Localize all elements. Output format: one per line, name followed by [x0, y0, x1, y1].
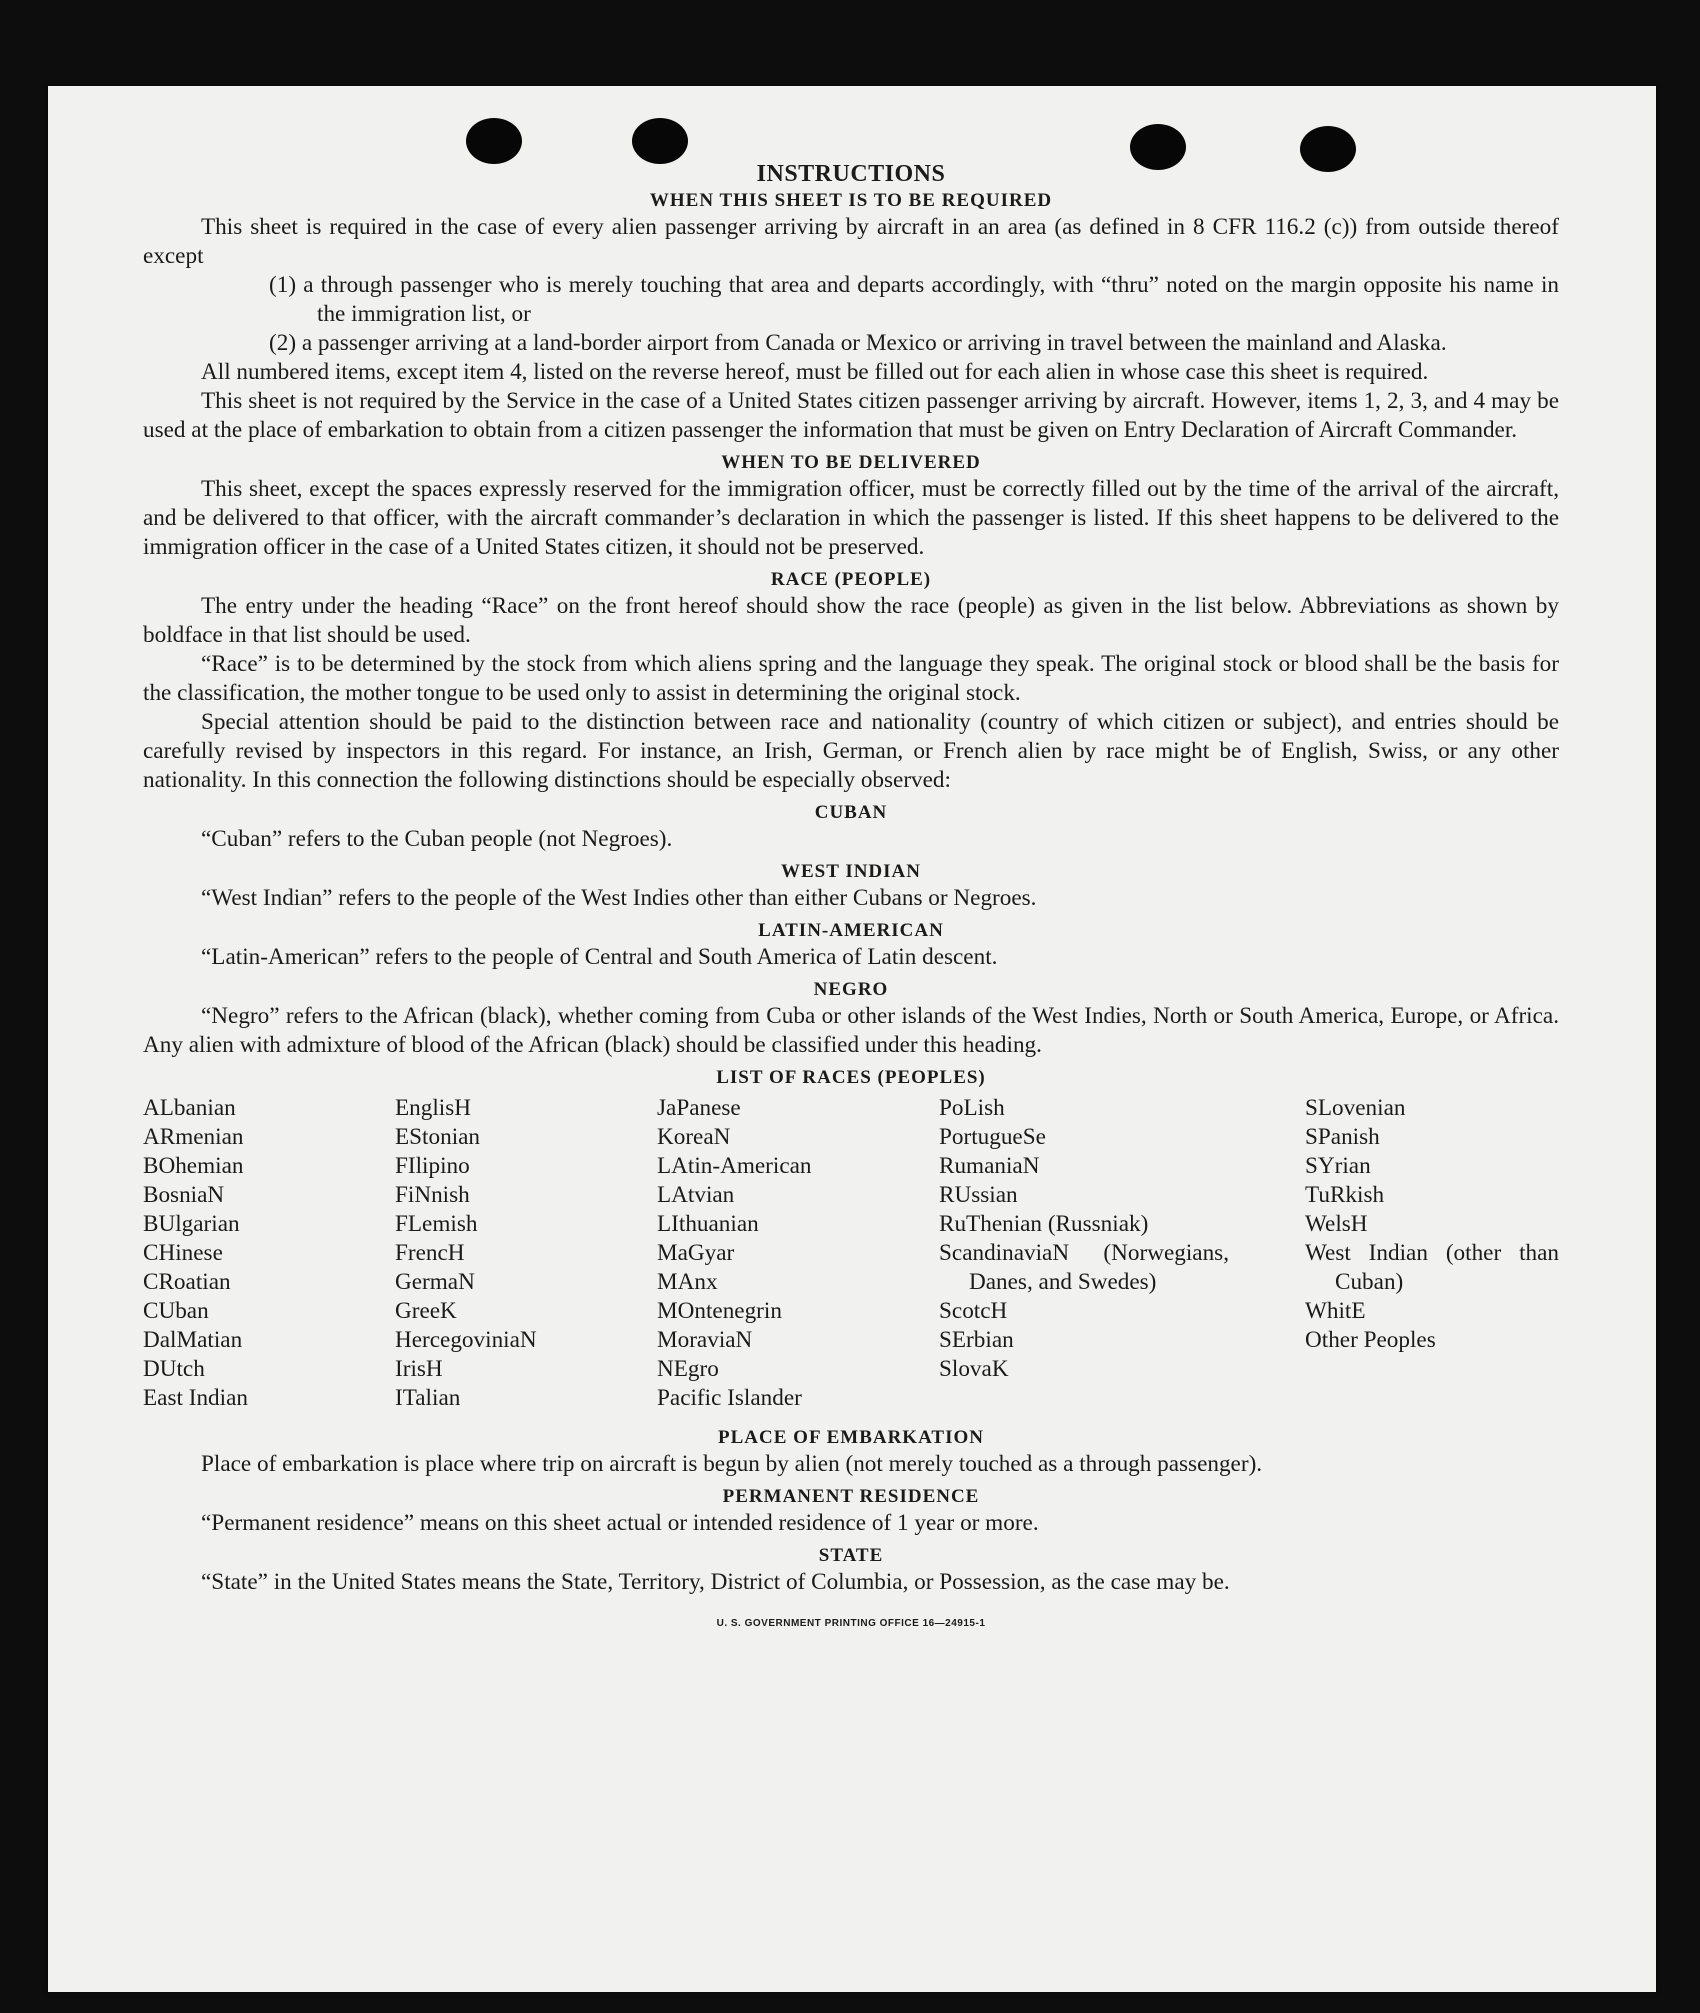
race-item: ITalian: [395, 1385, 461, 1411]
paragraph: Special attention should be paid to the distinction between race and nationality (country of which citizen or subject), and entries should be carefully revised by inspectors in this regard. For instance, an Irish, German, or French alien by race might be of English, Swiss, or any other nationality. In this connection the following distinctions should be especially observed:: [143, 709, 1559, 793]
race-item: SlovaK: [939, 1356, 1009, 1382]
race-item: ScotcH: [939, 1298, 1008, 1324]
race-item: West Indian (other than Cuban): [1305, 1240, 1559, 1295]
race-item: CHinese: [143, 1240, 223, 1266]
paragraph: “Permanent residence” means on this sheet actual or intended residence of 1 year or more.: [201, 1510, 1039, 1536]
race-item: WelsH: [1305, 1211, 1368, 1237]
paragraph: This sheet is not required by the Service in the case of a United States citizen passenger arriving by aircraft. However, items 1, 2, 3, and 4 may be used at the place of embarkation to obtain from a citizen passenger the information that must be given on Entry Declaration of Aircraft Commander.: [143, 388, 1559, 443]
race-item: LAtin-American: [657, 1153, 812, 1179]
race-item: CUban: [143, 1298, 209, 1324]
paragraph: “Race” is to be determined by the stock from which aliens spring and the language they speak. The original stock or blood shall be the basis for the classification, the mother tongue to be used only to assist in determining the original stock.: [143, 651, 1559, 706]
race-item: PoLish: [939, 1095, 1005, 1121]
paragraph: This sheet, except the spaces expressly reserved for the immigration officer, must be correctly filled out by the time of the arrival of the aircraft, and be delivered to that officer, with the aircraft commander’s declaration in which the passenger is listed. If this sheet happens to be delivered to the immigration officer in the case of a United States citizen, it should not be preserved.: [143, 476, 1559, 560]
paragraph: Place of embarkation is place where trip on aircraft is begun by alien (not merely touched as a through passenger).: [201, 1451, 1263, 1477]
section-heading-race: RACE (PEOPLE): [770, 569, 932, 590]
race-item: SLovenian: [1305, 1095, 1406, 1121]
page-title: INSTRUCTIONS: [756, 161, 946, 187]
paragraph: All numbered items, except item 4, listed on the reverse hereof, must be filled out for each alien in whose case this sheet is required.: [201, 359, 1429, 385]
race-item: JaPanese: [657, 1095, 741, 1121]
paragraph: “Latin-American” refers to the people of Central and South America of Latin descent.: [201, 944, 998, 970]
race-item: FIlipino: [395, 1153, 470, 1179]
races-column-3: [657, 1094, 927, 1413]
exception-item-2: (2) a passenger arriving at a land-border airport from Canada or Mexico or arriving in travel between the mainland and Alaska.: [269, 330, 1447, 356]
races-list: [143, 1094, 1559, 1420]
race-item: ARmenian: [143, 1124, 244, 1150]
race-item: CRoatian: [143, 1269, 231, 1295]
section-heading-latin-american: LATIN-AMERICAN: [758, 920, 944, 941]
race-item: DUtch: [143, 1356, 205, 1382]
race-item: SPanish: [1305, 1124, 1380, 1150]
race-item: BosniaN: [143, 1182, 225, 1208]
race-item: RUssian: [939, 1182, 1018, 1208]
section-heading-races-list: LIST OF RACES (PEOPLES): [716, 1067, 986, 1088]
race-item: East Indian: [143, 1385, 248, 1411]
race-item: RumaniaN: [939, 1153, 1040, 1179]
race-item: DalMatian: [143, 1327, 243, 1353]
punch-hole: [632, 118, 688, 164]
race-item: LIthuanian: [657, 1211, 759, 1237]
races-column-4: [939, 1094, 1229, 1384]
race-item: EnglisH: [395, 1095, 472, 1121]
exception-item-1: (1) a through passenger who is merely touching that area and departs accordingly, with “thru” noted on the margin opposite his name in the immigration list, or: [269, 272, 1559, 327]
race-item: ScandinaviaN (Norwegians, Danes, and Swedes): [939, 1240, 1229, 1295]
paragraph: This sheet is required in the case of every alien passenger arriving by aircraft in an area (as defined in 8 CFR 116.2 (c)) from outside thereof except: [143, 214, 1559, 269]
race-item: FrencH: [395, 1240, 465, 1266]
race-item: HercegoviniaN: [395, 1327, 537, 1353]
race-item: ALbanian: [143, 1095, 236, 1121]
section-heading-west-indian: WEST INDIAN: [781, 861, 921, 882]
race-item: LAtvian: [657, 1182, 735, 1208]
punch-hole: [466, 118, 522, 164]
race-item: GermaN: [395, 1269, 475, 1295]
race-item: Other Peoples: [1305, 1327, 1436, 1353]
race-item: KoreaN: [657, 1124, 731, 1150]
paragraph: “State” in the United States means the State, Territory, District of Columbia, or Possession, as the case may be.: [201, 1569, 1230, 1595]
race-item: IrisH: [395, 1356, 443, 1382]
races-column-2: [395, 1094, 645, 1413]
race-item: PortugueSe: [939, 1124, 1046, 1150]
paragraph: “Negro” refers to the African (black), whether coming from Cuba or other islands of the West Indies, North or South America, Europe, or Africa. Any alien with admixture of blood of the African (black) should be classified under this heading.: [143, 1003, 1559, 1058]
section-heading-state: STATE: [818, 1545, 884, 1566]
section-heading-cuban: CUBAN: [814, 802, 888, 823]
race-item: BOhemian: [143, 1153, 244, 1179]
race-item: RuThenian (Russniak): [939, 1211, 1149, 1237]
race-item: MoraviaN: [657, 1327, 753, 1353]
section-heading-required: WHEN THIS SHEET IS TO BE REQUIRED: [649, 190, 1053, 211]
race-item: WhitE: [1305, 1298, 1366, 1324]
paragraph: The entry under the heading “Race” on the front hereof should show the race (people) as given in the list below. Abbreviations as shown by boldface in that list should be used.: [143, 593, 1559, 648]
race-item: SYrian: [1305, 1153, 1371, 1179]
printing-office-footer: U. S. GOVERNMENT PRINTING OFFICE 16—24915-1: [716, 1618, 986, 1629]
race-item: SErbian: [939, 1327, 1014, 1353]
races-column-1: [143, 1094, 383, 1413]
race-item: TuRkish: [1305, 1182, 1385, 1208]
instructions-content: [143, 159, 1559, 1638]
section-heading-delivered: WHEN TO BE DELIVERED: [721, 452, 981, 473]
race-item: BUlgarian: [143, 1211, 240, 1237]
race-item: GreeK: [395, 1298, 457, 1324]
section-heading-negro: NEGRO: [813, 979, 889, 1000]
paragraph: “Cuban” refers to the Cuban people (not Negroes).: [201, 826, 673, 852]
race-item: NEgro: [657, 1356, 719, 1382]
race-item: MAnx: [657, 1269, 718, 1295]
race-item: FiNnish: [395, 1182, 470, 1208]
race-item: MOntenegrin: [657, 1298, 782, 1324]
race-item: Pacific Islander: [657, 1385, 802, 1411]
section-heading-embarkation: PLACE OF EMBARKATION: [718, 1427, 984, 1448]
section-heading-residence: PERMANENT RESIDENCE: [722, 1486, 980, 1507]
races-column-5: [1305, 1094, 1559, 1355]
race-item: MaGyar: [657, 1240, 735, 1266]
race-item: FLemish: [395, 1211, 478, 1237]
document-page: [48, 86, 1656, 1992]
paragraph: “West Indian” refers to the people of the West Indies other than either Cubans or Negroes.: [201, 885, 1037, 911]
race-item: EStonian: [395, 1124, 481, 1150]
